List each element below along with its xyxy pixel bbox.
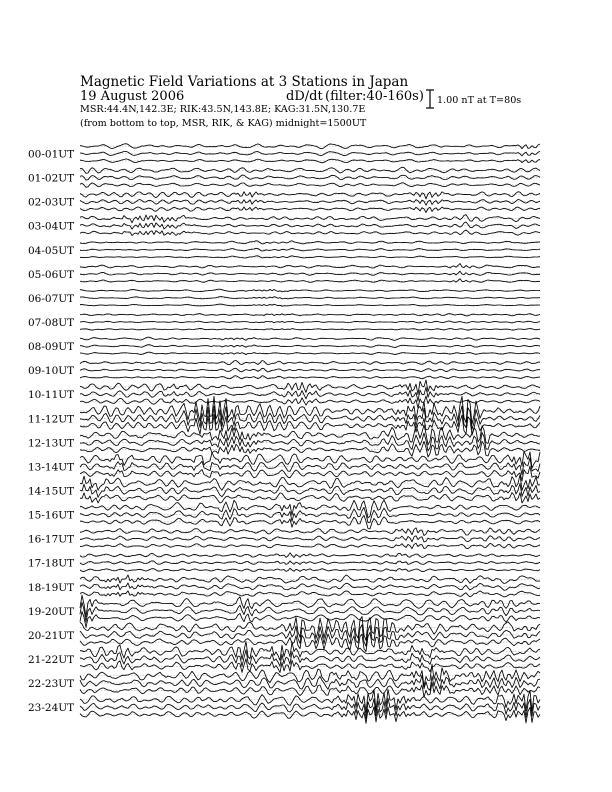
scale-bar <box>426 90 434 108</box>
chart-quantity: dD/dt <box>286 89 323 104</box>
hour-label: 22-23UT <box>28 678 75 691</box>
hour-label: 09-10UT <box>28 365 75 378</box>
hour-label: 17-18UT <box>28 557 75 570</box>
trace-kag-02-03ut <box>80 192 540 199</box>
trace-msr-02-03ut <box>80 207 540 213</box>
hour-label: 13-14UT <box>28 461 75 474</box>
trace-msr-07-08ut <box>80 328 540 330</box>
trace-msr-10-11ut <box>80 396 540 408</box>
trace-msr-05-06ut <box>80 279 540 283</box>
hour-label: 20-21UT <box>28 629 75 642</box>
hour-label: 02-03UT <box>28 196 75 209</box>
hour-label: 12-13UT <box>28 437 75 450</box>
trace-kag-05-06ut <box>80 264 540 269</box>
chart-filter: (filter:40-160s) <box>325 89 424 104</box>
trace-rik-02-03ut <box>80 199 540 205</box>
trace-rik-04-05ut <box>80 248 540 251</box>
hour-label: 03-04UT <box>28 220 75 233</box>
hour-label: 06-07UT <box>28 292 75 305</box>
hour-label: 05-06UT <box>28 268 75 281</box>
trace-rik-20-21ut <box>80 625 540 646</box>
hour-labels <box>28 149 74 715</box>
hour-label: 14-15UT <box>28 485 75 498</box>
chart-date: 19 August 2006 <box>80 89 185 104</box>
hour-label: 19-20UT <box>28 605 75 618</box>
trace-kag-09-10ut <box>80 361 540 365</box>
hour-label: 01-02UT <box>28 172 75 185</box>
hour-label: 10-11UT <box>28 389 75 402</box>
hour-label: 11-12UT <box>28 413 75 426</box>
trace-rik-16-17ut <box>80 536 540 542</box>
chart-title: Magnetic Field Variations at 3 Stations in Japan <box>80 74 409 90</box>
chart-order-line: (from bottom to top, MSR, RIK, & KAG) midnight=1500UT <box>80 118 367 129</box>
chart-stations-line: MSR:44.4N,142.3E; RIK:43.5N,143.8E; KAG:31.5N,130.7E <box>80 104 366 115</box>
traces <box>80 144 540 724</box>
trace-rik-07-08ut <box>80 321 540 323</box>
trace-msr-16-17ut <box>80 543 540 549</box>
hour-label: 23-24UT <box>28 702 75 715</box>
hour-label: 15-16UT <box>28 509 75 522</box>
hour-label: 21-22UT <box>28 653 75 666</box>
trace-kag-16-17ut <box>80 528 540 536</box>
trace-rik-05-06ut <box>80 271 540 275</box>
hour-label: 16-17UT <box>28 533 75 546</box>
trace-rik-15-16ut <box>80 508 540 523</box>
trace-msr-22-23ut <box>80 682 540 697</box>
scale-label: 1.00 nT at T=80s <box>437 95 522 106</box>
hour-label: 00-01UT <box>28 148 75 161</box>
hour-label: 07-08UT <box>28 316 75 329</box>
trace-msr-09-10ut <box>80 376 540 379</box>
hour-label: 18-19UT <box>28 581 75 594</box>
hour-label: 04-05UT <box>28 244 75 257</box>
trace-kag-07-08ut <box>80 314 540 316</box>
trace-msr-15-16ut <box>80 515 540 529</box>
hour-label: 08-09UT <box>28 341 75 354</box>
trace-rik-22-23ut <box>80 675 540 690</box>
